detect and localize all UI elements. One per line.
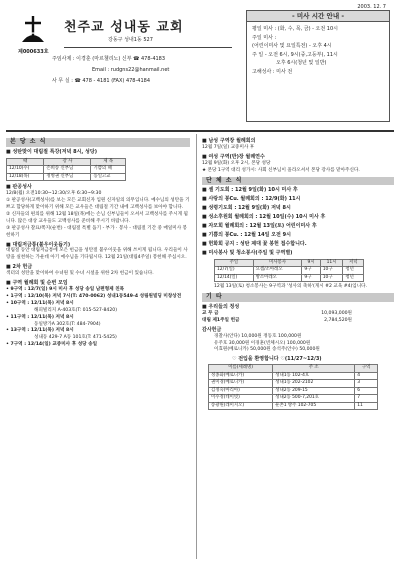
mass-schedule-title: - 미사 시간 안내 -: [247, 11, 389, 22]
table-header: 이름(세례명): [209, 365, 273, 373]
table-row: [215, 274, 364, 282]
top-divider: [6, 130, 394, 132]
table-cell: 송광원(레미지오): [209, 402, 273, 410]
mass-line: 고해성사 : 미사 전: [252, 68, 293, 75]
group-item: ■ 성소후원회 월례회의 : 12월 10일(수) 10시 미사 후: [202, 214, 326, 221]
table-row: [215, 267, 364, 275]
meeting-item: • 13구역 : 12/11(목) 저녁 8시: [6, 328, 74, 334]
meeting-detail: 동일방가A 302호(T: 484-7904): [34, 321, 101, 327]
table-cell: 9구: [302, 274, 320, 282]
table-cell: 9구: [302, 267, 320, 275]
table-cell: 12/10(수): [7, 166, 44, 174]
finance-row: 교 무 금 10,093,000원: [202, 310, 352, 316]
table-header: 강 사: [44, 158, 91, 166]
item-text: 섹터의 성탄을 맞이하여 수녀원 및 수녀 시설을 위한 2차 헌금이 있습니다.: [6, 271, 154, 277]
item-heading: ■ 구역 월례회 및 순번 모임: [6, 280, 68, 287]
left-column: [6, 136, 190, 349]
table-header: 9시: [302, 259, 320, 267]
table-row: [209, 372, 378, 380]
table-cell: 12/14(일): [215, 274, 254, 282]
volume-number: 제000633호: [18, 49, 49, 55]
meeting-item: • 9구역 : 12/7(일) 9시 미사 후 성당 송일 남편형제 친목: [6, 287, 125, 292]
item-heading: ■ 미사봉사 및 청소봉사(주일 및 구역별): [202, 249, 293, 256]
section-heading: 기 타: [202, 293, 394, 302]
newcomer-table: [208, 364, 378, 410]
table-cell: 기쁨의 때: [91, 166, 126, 174]
meeting-item: • 7구역 : 12/14(일) 교중미사 후 성당 송일: [6, 342, 98, 348]
church-name: 천주교 성내동 교회: [64, 20, 184, 35]
table-row: [7, 166, 126, 174]
section-heading: 단 체 소 식: [202, 177, 394, 186]
item-heading: ♡ 전입을 환영합니다 ♡(11/27~12/3): [232, 356, 322, 363]
table-header: 제 목: [91, 158, 126, 166]
table-header: 11시: [320, 259, 343, 267]
item-text: 12월 9일(화) 오후 2시, 본당 성당: [202, 160, 271, 166]
item-heading: 감사헌금: [202, 326, 222, 333]
table-header: 구역: [355, 365, 378, 373]
table-row: [7, 173, 126, 181]
table-cell: 10구: [320, 274, 343, 282]
finance-row: 대림 제1주일 헌금 2,784,520원: [202, 317, 352, 323]
meeting-item: • 11구역 : 12/11(목) 저녁 8시: [6, 314, 74, 320]
table-cell: 요셉/소아레오: [253, 267, 302, 275]
table-cell: 11: [355, 402, 378, 410]
church-cross-logo-icon: [18, 14, 48, 44]
lecture-table: [6, 158, 126, 182]
table-header: 저녁: [343, 259, 364, 267]
finance-list: [202, 311, 352, 325]
item-heading: ■ 대림저금통(불우이웃돕기): [6, 241, 71, 248]
item-heading: ■ 2차 헌금: [6, 264, 33, 271]
item-text: ② 신자들의 편의를 위해 12월 18일(목)에는 손님 신부님들이 오셔서 고백성사를 주시게 됩니다. 많은 대상 교우들도 고백성사를 준비해 주시기 바랍니다.: [6, 211, 188, 224]
table-cell: 성내2동 209-15: [273, 387, 355, 395]
thanks-line: 경찰사(안다) 10,000원 정동호 100,000원: [214, 333, 302, 339]
table-cell: 손희송 신부님: [44, 166, 91, 174]
mass-line: 평일 미사 : (화, 수, 목, 금) - 오전 10시: [252, 26, 338, 32]
item-text: 12/8(월) 오전10:30~12:30/오후 6:30~9:30: [6, 191, 102, 197]
mass-line: (어린이미사 및 요일특전) - 오후 4시: [252, 43, 332, 50]
table-cell: 성내1동 102-4호: [273, 372, 355, 380]
mass-line: 주일 미사 :: [252, 34, 277, 41]
table-cell: 방소아레오: [253, 274, 302, 282]
group-item: ■ 헌화회 공지 : 성탄 제대 꽃 봉헌 접수합니다.: [202, 240, 307, 247]
table-cell: 김정숙(마리아): [209, 387, 273, 395]
table-cell: 10구: [320, 267, 343, 275]
table-cell: 성내2동 500-7,201호: [273, 395, 355, 403]
table-cell: 청년: [343, 274, 364, 282]
table-cell: 성내1동 202-2102: [273, 380, 355, 388]
table-cell: 둔촌1 방주 102-705: [273, 402, 355, 410]
item-heading: ■ 성탄맞이 대림절 특강(저녁 8시, 성당): [6, 148, 97, 155]
duty-table: [214, 259, 364, 283]
table-cell: 이수정(데이빗): [209, 395, 273, 403]
church-address: 강동구 성내1동 527: [108, 37, 153, 43]
table-header: 주일: [215, 259, 254, 267]
table-cell: 권미경(베로니카): [209, 380, 273, 388]
contact-line: 사 무 실 : ☎ 478 - 4181 (FAX) 478-4184: [52, 78, 151, 84]
table-cell: 3: [355, 380, 378, 388]
item-text: 12월 7일(일) 교중미사 후: [202, 144, 255, 150]
item-text: ★ 본당 1구역 대리 성가시: 사회 신부님이 올라오셔서 본당 강사를 맡아주신다.: [202, 167, 360, 173]
contact-info: [52, 54, 237, 87]
group-item: ■ 셀 기도회 : 12월 9일(화) 10시 미사 후: [202, 187, 298, 194]
table-cell: 동일고교: [91, 173, 126, 181]
thanks-line: 이효원(베로니카) 50,000원 송석주(안수) 50,000원: [214, 347, 320, 353]
group-item: ■ 자모회 월례회의 : 12월 13일(토) 어린이미사 후: [202, 223, 317, 230]
section-heading: 본 당 소 식: [6, 138, 190, 147]
item-heading: ■ 판공성사: [6, 184, 32, 191]
group-item: ■ 사랑의 봉Cu. 월례회의 : 12/9(화) 11시: [202, 196, 301, 203]
issue-date: 2003. 12. 7: [357, 4, 386, 10]
table-cell: 정병권 신부님: [44, 173, 91, 181]
meeting-item: • 1구역 : 12/10(목) 저녁 7시(T: 470-0062) 성내1동549-4 성림원빌딩 미창상전: [6, 293, 182, 299]
table-cell: 7: [355, 395, 378, 403]
table-cell: 6: [355, 387, 378, 395]
table-cell: 정종화(베로니카): [209, 372, 273, 380]
mass-schedule-box: [246, 10, 390, 122]
item-text: 대림절 동안 대림저금통에 모은 헌금을 성탄절 불우이웃을 위해 쓰이게 됩니다. 우리들이 사랑을 실천하는 가운데 아기 예수님을 기다립시다. 12월 21일(대림4주일) 봉헌해 주십시오.: [6, 248, 188, 261]
item-text: ① 판공성사(고백성사)를 보는 모든 교회신자 입원 신자일의 의무입니다. 예수님의 성탄을 기쁘고 합당하게 맞이하기 위해 모든 교우들은 대림절 기간 내에 고백성사를 보아야 합니다.: [6, 198, 190, 211]
duty-note: 12월 13일(토) 청소봉사는 9구역과 '성사의 축하'(게시 #2 교육 #4)입니다.: [214, 284, 368, 290]
header-divider: [64, 47, 232, 48]
group-item: ■ 성령기도회 : 12월 9일(화) 저녁 8시: [202, 205, 291, 212]
mass-line: 오후 6시(청년 및 일반): [276, 60, 327, 67]
thanks-line: 유주호 30,000원 이경훈(빈체시오) 100,000원: [214, 340, 311, 346]
table-row: [209, 402, 378, 410]
meeting-detail: 성내동 429-7 A동 101호(T: 471-5425): [34, 335, 117, 341]
contact-line: Email : rudgns22@hanmail.net: [92, 67, 170, 73]
meeting-detail: 해피빌리지 A-403호(T: 015-527-8420): [34, 307, 117, 313]
table-header: 때: [7, 158, 44, 166]
table-row: [209, 395, 378, 403]
right-column: [202, 136, 394, 410]
table-row: [209, 380, 378, 388]
item-heading: ■ 남성 구역장 월례회의: [202, 138, 256, 144]
group-item: ■ 기쁨의 봉Cu. : 12월 14일 오전 9시: [202, 231, 291, 238]
item-text: ③ 판공성사 찰표/쪽지(순번) - 대림절 특별 돕기 - 부가 · 봉사 - 대림절 기간 중 매일미사 봉헌하기: [6, 225, 188, 238]
column-divider: [196, 134, 197, 559]
meeting-item: • 10구역 : 12/11(목) 저녁 8시: [6, 300, 74, 306]
table-cell: 청년: [343, 267, 364, 275]
table-header: 미사봉사: [253, 259, 302, 267]
mass-line: 주 일 - 오전 6시, 9시(중,고등부), 11시: [252, 51, 338, 58]
table-cell: 12/18(목): [7, 173, 44, 181]
table-cell: 4: [355, 372, 378, 380]
item-heading: ■ 우리들의 정성: [202, 304, 240, 310]
item-heading: ■ 여성 구역(반)장 월례연수: [202, 153, 265, 160]
table-row: [209, 387, 378, 395]
contact-line: 주임사제 : 이경훈 (마르첼리노) 신부 ☎ 478-4183: [52, 56, 166, 62]
table-header: 주 소: [273, 365, 355, 373]
table-cell: 12/7(일): [215, 267, 254, 275]
